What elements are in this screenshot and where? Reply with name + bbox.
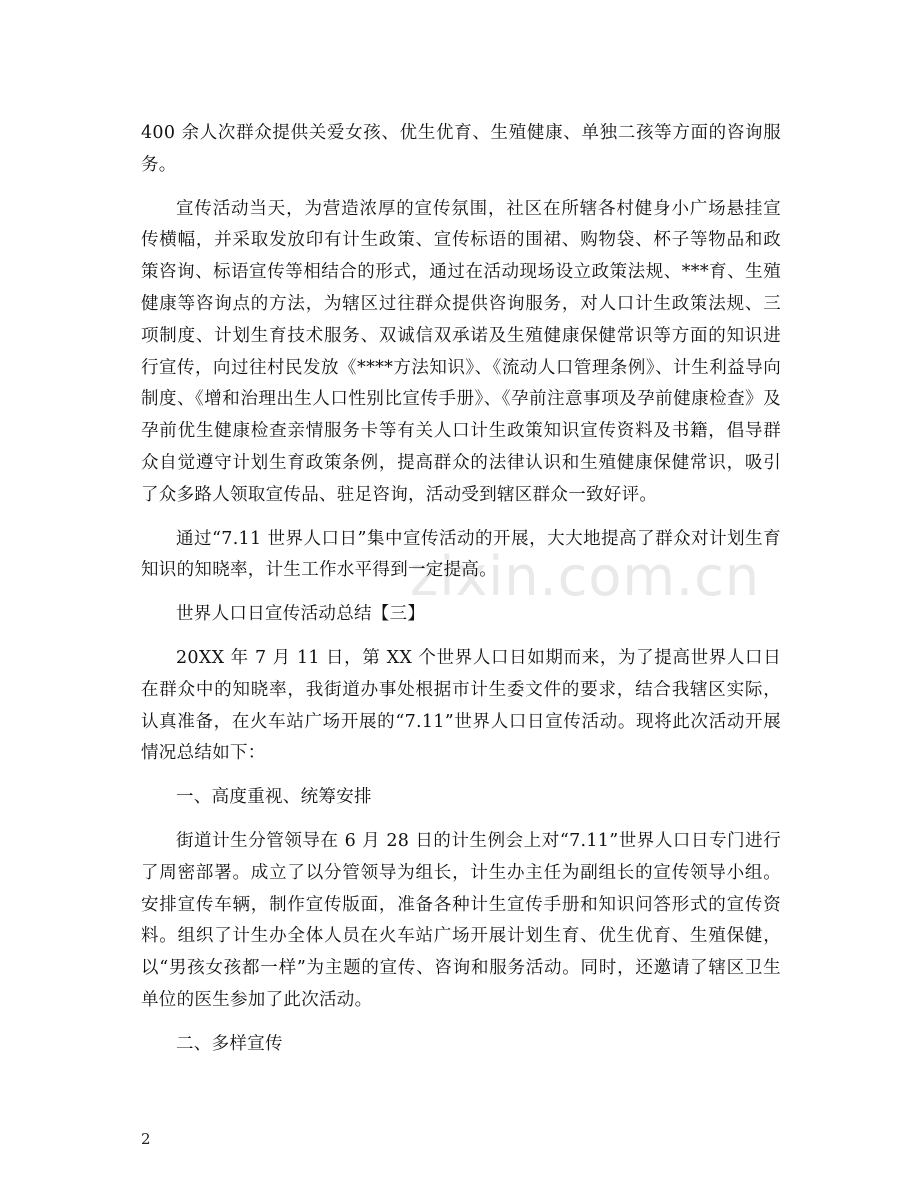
page-number: 2 — [141, 1130, 151, 1148]
section-title: 世界人口日宣传活动总结【三】 — [176, 604, 426, 625]
paragraph-intro: 20XX 年 7 月 11 日，第 XX 个世界人口日如期而来，为了提高世界人口日在群众中的知晓率，我街道办事处根据市计生委文件的要求，结合我辖区实际，认真准备，在火车站广场开展的“7.11”世界人口日宣传活动。现将此次活动开展情况总结如下： — [141, 647, 781, 764]
heading-one: 一、高度重视、统筹安排 — [176, 787, 372, 808]
paragraph-event-day: 宣传活动当天，为营造浓厚的宣传氛围，社区在所辖各村健身小广场悬挂宣传横幅，并采取发放印有计生政策、宣传标语的围裙、购物袋、杯子等物品和政策咨询、标语宣传等相结合的形式，通过在活动现场设立政策法规、***育、生殖健康等咨询点的方法，为辖区过往群众提供咨询服务，对人口计生政策法规、三项制度、计划生育技术服务、双诚信双承诺及生殖健康保健常识等方面的知识进行宣传，向过往村民发放《****方法知识》、《流动人口管理条例》、计生利益导向制度、《增和治理出生人口性别比宣传手册》、《孕前注意事项及孕前健康检查》及孕前优生健康检查亲情服务卡等有关人口计生政策知识宣传资料及书籍，倡导群众自觉遵守计划生育政策条例，提高群众的法律认识和生殖健康保健常识，吸引了众多路人领取宣传品、驻足咨询，活动受到辖区群众一致好评。 — [141, 198, 781, 505]
heading-two: 二、多样宣传 — [176, 1033, 283, 1054]
paragraph-arrangement: 街道计生分管领导在 6 月 28 日的计生例会上对“7.11”世界人口日专门进行了周密部署。成立了以分管领导为组长，计生办主任为副组长的宣传领导小组。安排宣传车辆，制作宣传版面，准备各种计生宣传手册和知识问答形式的宣传资料。组织了计生办全体人员在火车站广场开展计划生育、优生优育、生殖保健，以“男孩女孩都一样”为主题的宣传、咨询和服务活动。同时，还邀请了辖区卫生单位的医生参加了此次活动。 — [141, 830, 781, 1010]
paragraph-continuation: 400 余人次群众提供关爱女孩、优生优育、生殖健康、单独二孩等方面的咨询服务。 — [141, 123, 781, 175]
paragraph-result: 通过“7.11 世界人口日”集中宣传活动的开展，大大地提高了群众对计划生育知识的知晓率，计生工作水平得到一定提高。 — [141, 528, 781, 581]
document-body — [141, 118, 781, 1061]
watermark: zixin.com.cn — [410, 545, 761, 608]
